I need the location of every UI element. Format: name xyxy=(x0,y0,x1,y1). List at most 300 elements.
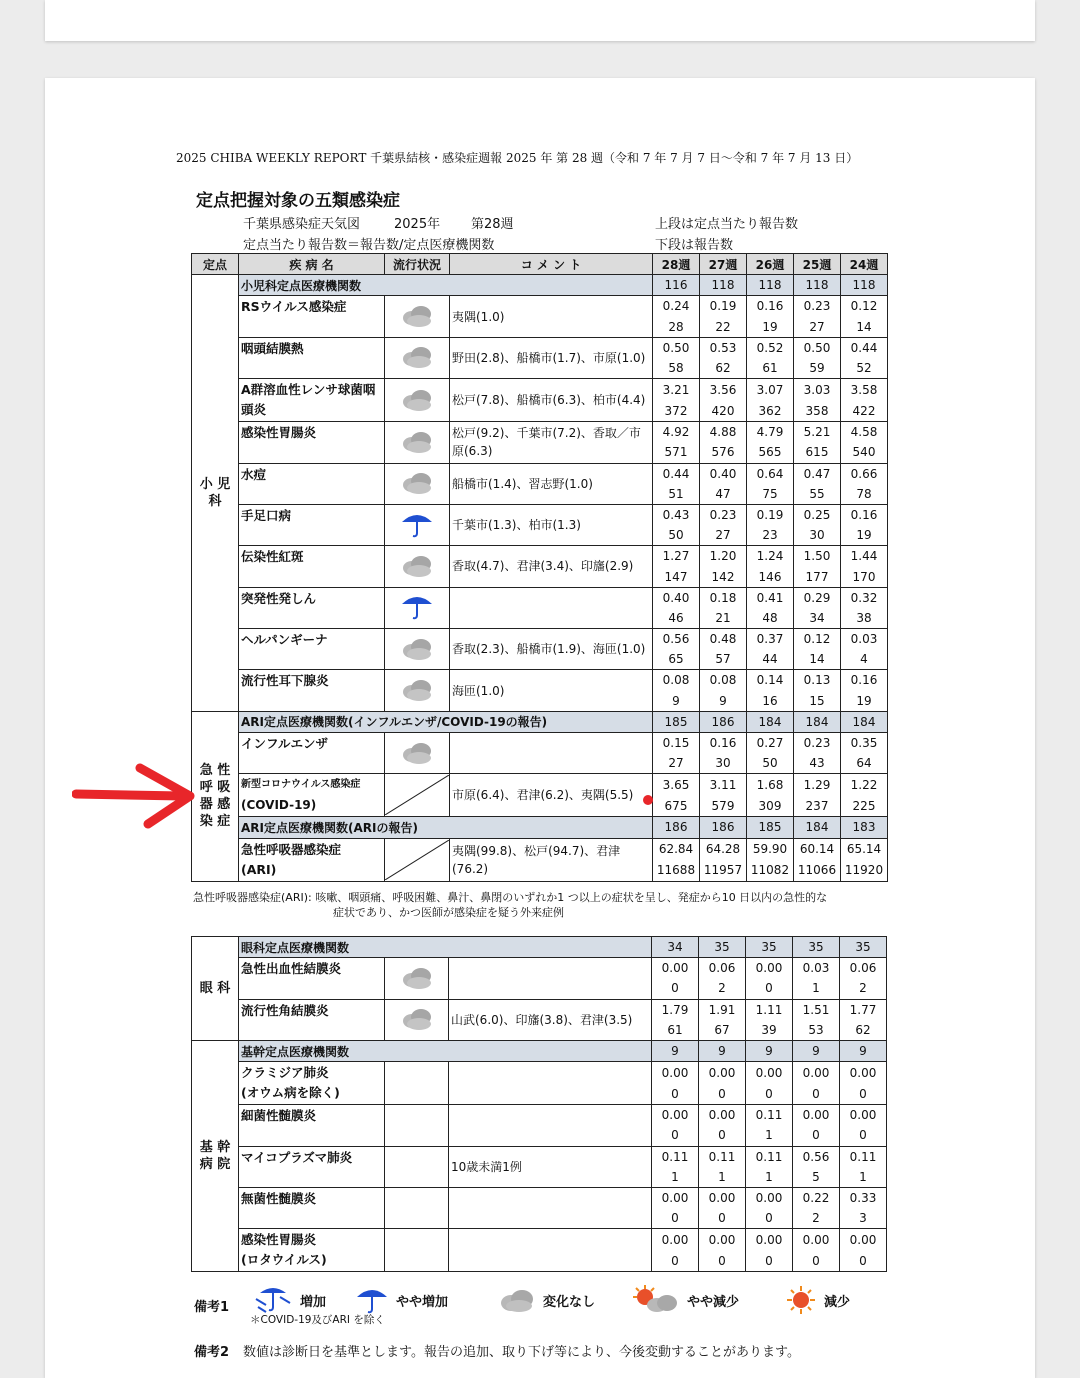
disease-row-upper xyxy=(192,1062,887,1084)
group-row xyxy=(192,937,887,958)
disease-name xyxy=(239,1105,385,1146)
per-sentinel-value: 0.06 xyxy=(840,958,887,979)
cloud-icon xyxy=(399,384,435,414)
disease-row-upper xyxy=(192,379,888,401)
report-count: 58 xyxy=(653,358,700,379)
report-count: 0 xyxy=(793,1125,840,1146)
report-count: 34 xyxy=(794,608,841,629)
status-cell xyxy=(385,1146,449,1187)
per-sentinel-value: 0.08 xyxy=(653,670,700,691)
per-sentinel-value: 0.00 xyxy=(746,1229,793,1251)
per-sentinel-value: 0.44 xyxy=(841,337,888,358)
red-arrow-annotation xyxy=(72,760,202,832)
group-row xyxy=(192,817,888,838)
report-count: 62 xyxy=(700,358,747,379)
per-sentinel-value: 0.19 xyxy=(700,296,747,317)
status-cell xyxy=(385,1062,449,1105)
disease-name xyxy=(239,1229,385,1272)
report-count: 19 xyxy=(747,317,794,338)
group-count: 118 xyxy=(747,275,794,296)
comment-cell xyxy=(450,587,653,628)
disease-row-upper xyxy=(192,732,888,753)
comment-cell: 夷隅(1.0) xyxy=(450,296,653,337)
report-count: 11688 xyxy=(653,860,700,882)
disease-name: 咽頭結膜熱 xyxy=(239,337,385,378)
per-sentinel-value: 0.16 xyxy=(747,296,794,317)
report-count: 65 xyxy=(653,649,700,670)
per-sentinel-value: 1.91 xyxy=(699,999,746,1020)
red-dot-annotation xyxy=(643,795,653,805)
status-cell xyxy=(385,958,449,999)
per-sentinel-value: 0.50 xyxy=(794,337,841,358)
disease-name-line: 急性呼吸器感染症 xyxy=(241,841,342,857)
legend-label: 備考1 xyxy=(194,1300,230,1315)
report-count: 0 xyxy=(746,1208,793,1229)
per-sentinel-value: 0.12 xyxy=(794,629,841,650)
slash-mark xyxy=(385,840,449,880)
report-count: 47 xyxy=(700,484,747,505)
week-label: 第28週 xyxy=(471,217,514,232)
remark2-label: 備考2 xyxy=(194,1345,230,1360)
group-count: 9 xyxy=(793,1040,840,1061)
report-count: 19 xyxy=(841,525,888,546)
report-count: 21 xyxy=(700,608,747,629)
per-sentinel-value: 1.11 xyxy=(746,999,793,1020)
group-count: 118 xyxy=(700,275,747,296)
disease-row-upper xyxy=(192,999,887,1020)
comment-cell: 野田(2.8)、船橋市(1.7)、市原(1.0) xyxy=(450,337,653,378)
report-count: 675 xyxy=(653,795,700,817)
report-count: 44 xyxy=(747,649,794,670)
group-count: 35 xyxy=(746,937,793,958)
group-count: 118 xyxy=(841,275,888,296)
report-count: 27 xyxy=(794,317,841,338)
per-sentinel-value: 0.11 xyxy=(699,1146,746,1167)
per-sentinel-value: 0.33 xyxy=(840,1187,887,1208)
per-sentinel-value: 3.65 xyxy=(653,774,700,796)
status-cell xyxy=(385,1229,449,1272)
section-label-core: 基 幹 病 院 xyxy=(192,1040,239,1271)
report-count: 39 xyxy=(746,1020,793,1041)
disease-name xyxy=(239,1187,385,1228)
disease-name: 手足口病 xyxy=(239,504,385,545)
report-count: 1 xyxy=(840,1167,887,1188)
report-count: 146 xyxy=(747,566,794,587)
disease-row-upper xyxy=(192,296,888,317)
report-count: 1 xyxy=(699,1167,746,1188)
disease-row-upper xyxy=(192,838,888,860)
per-sentinel-value: 0.11 xyxy=(652,1146,699,1167)
report-count: 75 xyxy=(747,484,794,505)
per-sentinel-value: 0.16 xyxy=(841,504,888,525)
per-sentinel-value: 1.50 xyxy=(794,546,841,567)
status-cell xyxy=(385,504,450,545)
group-count: 184 xyxy=(841,711,888,732)
per-sentinel-value: 1.51 xyxy=(793,999,840,1020)
disease-name xyxy=(239,1062,385,1105)
disease-name-line: 無菌性髄膜炎 xyxy=(241,1190,317,1206)
per-sentinel-value: 0.00 xyxy=(793,1062,840,1084)
cloud-icon xyxy=(399,633,435,663)
report-count: 0 xyxy=(699,1125,746,1146)
per-sentinel-value: 0.40 xyxy=(700,463,747,484)
header-disease: 疾 病 名 xyxy=(239,254,385,275)
report-count: 2 xyxy=(840,978,887,999)
comment-cell: 千葉市(1.3)、柏市(1.3) xyxy=(450,504,653,545)
disease-row-upper xyxy=(192,1146,887,1167)
per-sentinel-value: 0.53 xyxy=(700,337,747,358)
lower-note: 下段は報告数 xyxy=(655,238,734,253)
cloud-icon xyxy=(399,737,435,767)
report-count: 0 xyxy=(840,1083,887,1105)
report-count: 177 xyxy=(794,566,841,587)
report-count: 1 xyxy=(793,978,840,999)
group-count: 9 xyxy=(699,1040,746,1061)
report-count: 67 xyxy=(699,1020,746,1041)
comment-cell: 10歳未満1例 xyxy=(449,1146,652,1187)
group-count: 185 xyxy=(747,817,794,838)
cloud-icon xyxy=(399,341,435,371)
report-count: 0 xyxy=(746,1083,793,1105)
group-label: 基幹定点医療機関数 xyxy=(239,1040,652,1061)
per-sentinel-value: 0.32 xyxy=(841,587,888,608)
report-count: 571 xyxy=(653,442,700,463)
per-sentinel-value: 0.23 xyxy=(700,504,747,525)
report-count: 30 xyxy=(794,525,841,546)
per-sentinel-value: 0.00 xyxy=(652,1105,699,1126)
legend-no-change-label: 変化なし xyxy=(543,1294,596,1310)
report-count: 43 xyxy=(794,753,841,774)
disease-name: 急性出血性結膜炎 xyxy=(239,958,385,999)
per-sentinel-value: 0.37 xyxy=(747,629,794,650)
disease-name-line: 感染性胃腸炎 xyxy=(241,1232,317,1248)
ari-note-line1: 急性呼吸器感染症(ARI): 咳嗽、咽頭痛、呼吸困難、鼻汁、鼻閉のいずれか1 つ以上の症状を呈し、発症から10 日以内の急性的な xyxy=(193,891,828,904)
comment-cell xyxy=(449,1062,652,1105)
legend-slight-increase xyxy=(354,1285,448,1315)
report-count: 53 xyxy=(793,1020,840,1041)
disease-row-upper xyxy=(192,422,888,443)
comment-cell xyxy=(450,732,653,773)
report-count: 23 xyxy=(747,525,794,546)
group-count: 184 xyxy=(794,817,841,838)
group-count: 9 xyxy=(746,1040,793,1061)
disease-name-line: 新型コロナウイルス感染症 xyxy=(241,779,361,791)
report-count: 422 xyxy=(841,400,888,422)
group-count: 183 xyxy=(841,817,888,838)
per-sentinel-value: 0.11 xyxy=(746,1146,793,1167)
report-count: 9 xyxy=(653,691,700,712)
report-count: 22 xyxy=(700,317,747,338)
report-count: 358 xyxy=(794,400,841,422)
report-count: 362 xyxy=(747,400,794,422)
per-sentinel-value: 1.24 xyxy=(747,546,794,567)
report-count: 48 xyxy=(747,608,794,629)
disease-name: 突発性発しん xyxy=(239,587,385,628)
status-cell xyxy=(385,1105,449,1146)
comment-cell: 香取(2.3)、船橋市(1.9)、海匝(1.0) xyxy=(450,629,653,670)
report-count: 59 xyxy=(794,358,841,379)
comment-cell xyxy=(449,958,652,999)
status-cell xyxy=(385,379,450,422)
legend-slight-increase-label: やや増加 xyxy=(396,1294,449,1310)
report-count: 1 xyxy=(746,1167,793,1188)
report-count: 64 xyxy=(841,753,888,774)
disease-name: 感染性胃腸炎 xyxy=(239,422,385,463)
comment-cell xyxy=(449,1105,652,1146)
disease-name-line: (オウム病を除く) xyxy=(241,1085,340,1101)
report-count: 0 xyxy=(699,1208,746,1229)
disease-name-line: 細菌性髄膜炎 xyxy=(241,1108,317,1124)
legend-slight-decrease-label: やや減少 xyxy=(687,1294,740,1310)
group-count: 35 xyxy=(840,937,887,958)
report-count: 11957 xyxy=(700,860,747,882)
per-sentinel-value: 1.27 xyxy=(653,546,700,567)
comment-cell: 船橋市(1.4)、習志野(1.0) xyxy=(450,463,653,504)
report-count: 57 xyxy=(700,649,747,670)
per-sentinel-value: 0.00 xyxy=(699,1105,746,1126)
group-label: 眼科定点医療機関数 xyxy=(239,937,652,958)
disease-name: ヘルパンギーナ xyxy=(239,629,385,670)
report-count: 51 xyxy=(653,484,700,505)
group-count: 186 xyxy=(700,817,747,838)
disease-row-upper xyxy=(192,774,888,796)
per-sentinel-value: 0.35 xyxy=(841,732,888,753)
per-sentinel-value: 0.00 xyxy=(840,1229,887,1251)
per-sentinel-value: 0.03 xyxy=(841,629,888,650)
slash-mark xyxy=(385,775,449,815)
status-cell xyxy=(385,463,450,504)
cloud-icon xyxy=(497,1285,537,1315)
per-sentinel-value: 0.16 xyxy=(841,670,888,691)
status-cell xyxy=(385,732,450,773)
disease-name: 水痘 xyxy=(239,463,385,504)
weather-table xyxy=(191,253,888,882)
disease-name: 流行性耳下腺炎 xyxy=(239,670,385,711)
comment-cell xyxy=(449,1187,652,1228)
header-week: 27週 xyxy=(700,254,747,275)
group-count: 185 xyxy=(653,711,700,732)
comment-cell: 夷隅(99.8)、松戸(94.7)、君津(76.2) xyxy=(450,838,653,881)
umbrella-icon xyxy=(399,591,435,621)
per-sentinel-value: 1.44 xyxy=(841,546,888,567)
cloud-icon xyxy=(399,1003,435,1033)
per-sentinel-value: 1.79 xyxy=(652,999,699,1020)
report-header-line: 2025 CHIBA WEEKLY REPORT 千葉県結核・感染症週報 2025 年 第 28 週（令和 7 年 7 月 7 日～令和 7 年 7 月 13 日） xyxy=(176,151,859,165)
previous-page xyxy=(45,0,1035,41)
per-sentinel-value: 0.00 xyxy=(793,1105,840,1126)
ari-definition-note xyxy=(193,890,893,920)
report-count: 61 xyxy=(652,1020,699,1041)
group-count: 116 xyxy=(653,275,700,296)
report-count: 61 xyxy=(747,358,794,379)
per-sentinel-value: 62.84 xyxy=(653,838,700,860)
cloud-icon xyxy=(399,962,435,992)
cloud-icon xyxy=(399,300,435,330)
status-cell xyxy=(385,587,450,628)
header-teiten: 定点 xyxy=(192,254,239,275)
per-sentinel-value: 3.58 xyxy=(841,379,888,401)
slash-line xyxy=(385,775,449,815)
group-count: 9 xyxy=(840,1040,887,1061)
comment-cell: 山武(6.0)、印旛(3.8)、君津(3.5) xyxy=(449,999,652,1040)
per-sentinel-value: 60.14 xyxy=(794,838,841,860)
legend-increase-label: 増加 xyxy=(300,1294,327,1310)
report-count: 1 xyxy=(652,1167,699,1188)
disease-row-upper xyxy=(192,337,888,358)
status-cell xyxy=(385,999,449,1040)
report-count: 565 xyxy=(747,442,794,463)
per-sentinel-value: 0.19 xyxy=(747,504,794,525)
per-sentinel-value: 59.90 xyxy=(747,838,794,860)
per-sentinel-value: 0.00 xyxy=(652,958,699,979)
report-count: 372 xyxy=(653,400,700,422)
report-count: 0 xyxy=(793,1083,840,1105)
report-count: 27 xyxy=(653,753,700,774)
comment-cell: 市原(6.4)、君津(6.2)、夷隅(5.5) xyxy=(450,774,653,817)
per-sentinel-value: 3.03 xyxy=(794,379,841,401)
report-count: 225 xyxy=(841,795,888,817)
header-week: 24週 xyxy=(841,254,888,275)
per-sentinel-value: 0.43 xyxy=(653,504,700,525)
sun-icon xyxy=(784,1285,818,1315)
per-sentinel-value: 0.56 xyxy=(793,1146,840,1167)
report-count: 14 xyxy=(794,649,841,670)
header-week: 25週 xyxy=(794,254,841,275)
disease-name: 伝染性紅斑 xyxy=(239,546,385,587)
disease-row-upper xyxy=(192,546,888,567)
group-count: 118 xyxy=(794,275,841,296)
per-sentinel-value: 4.79 xyxy=(747,422,794,443)
year-label: 2025年 xyxy=(394,217,441,232)
per-sentinel-value: 0.48 xyxy=(700,629,747,650)
section-label-ophthalmology: 眼 科 xyxy=(192,937,239,1041)
comment-cell xyxy=(449,1229,652,1272)
group-count: 186 xyxy=(700,711,747,732)
per-sentinel-value: 0.11 xyxy=(840,1146,887,1167)
ari-note-line2: 症状であり、かつ医師が感染症を疑う外来症例 xyxy=(333,906,564,919)
comment-cell: 松戸(9.2)、千葉市(7.2)、香取／市原(6.3) xyxy=(450,422,653,463)
per-sentinel-value: 0.56 xyxy=(653,629,700,650)
per-sentinel-value: 0.44 xyxy=(653,463,700,484)
per-sentinel-value: 1.29 xyxy=(794,774,841,796)
disease-row-upper xyxy=(192,1105,887,1126)
per-sentinel-value: 64.28 xyxy=(700,838,747,860)
group-count: 186 xyxy=(653,817,700,838)
report-count: 579 xyxy=(700,795,747,817)
header-week: 28週 xyxy=(653,254,700,275)
per-sentinel-value: 0.24 xyxy=(653,296,700,317)
disease-name-line: クラミジア肺炎 xyxy=(241,1065,329,1081)
legend-increase xyxy=(252,1285,326,1315)
disease-row-upper xyxy=(192,463,888,484)
section-label-ari: 急 性 呼 吸 器 感 染 症 xyxy=(192,711,239,881)
report-count: 0 xyxy=(746,1250,793,1272)
table-header-row xyxy=(192,254,888,275)
per-sentinel-value: 0.16 xyxy=(700,732,747,753)
report-count: 16 xyxy=(747,691,794,712)
slash-line xyxy=(385,840,449,880)
group-label: ARI定点医療機関数(ARIの報告) xyxy=(239,817,653,838)
report-count: 15 xyxy=(794,691,841,712)
report-count: 4 xyxy=(841,649,888,670)
group-row xyxy=(192,275,888,296)
per-sentinel-value: 1.20 xyxy=(700,546,747,567)
status-cell xyxy=(385,546,450,587)
disease-row-upper xyxy=(192,504,888,525)
disease-name xyxy=(239,838,385,881)
report-count: 11066 xyxy=(794,860,841,882)
legend-decrease-label: 減少 xyxy=(824,1294,851,1310)
per-sentinel-value: 0.27 xyxy=(747,732,794,753)
report-count: 50 xyxy=(653,525,700,546)
per-sentinel-value: 0.41 xyxy=(747,587,794,608)
legend-footnote: ＊COVID-19及びARI を除く xyxy=(250,1314,385,1326)
report-count: 50 xyxy=(747,753,794,774)
disease-row-upper xyxy=(192,958,887,979)
report-count: 142 xyxy=(700,566,747,587)
report-count: 2 xyxy=(793,1208,840,1229)
disease-row-upper xyxy=(192,1229,887,1251)
per-sentinel-value: 4.58 xyxy=(841,422,888,443)
group-count: 9 xyxy=(652,1040,699,1061)
group-row xyxy=(192,711,888,732)
per-sentinel-value: 0.00 xyxy=(840,1062,887,1084)
comment-cell: 香取(4.7)、君津(3.4)、印旛(2.9) xyxy=(450,546,653,587)
per-sentinel-value: 4.88 xyxy=(700,422,747,443)
report-count: 309 xyxy=(747,795,794,817)
group-count: 34 xyxy=(652,937,699,958)
legend xyxy=(194,1285,894,1325)
group-row xyxy=(192,1040,887,1061)
per-sentinel-value: 1.77 xyxy=(840,999,887,1020)
report-count: 46 xyxy=(653,608,700,629)
report-count: 19 xyxy=(841,691,888,712)
disease-name: A群溶血性レンサ球菌咽頭炎 xyxy=(239,379,385,422)
per-sentinel-value: 3.07 xyxy=(747,379,794,401)
disease-name-line: (ARI) xyxy=(241,861,277,877)
group-count: 35 xyxy=(793,937,840,958)
cloud-icon xyxy=(399,467,435,497)
status-cell xyxy=(385,1187,449,1228)
report-count: 14 xyxy=(841,317,888,338)
per-sentinel-value: 0.22 xyxy=(793,1187,840,1208)
status-cell xyxy=(385,629,450,670)
disease-name-line: マイコプラズマ肺炎 xyxy=(241,1149,353,1165)
per-sentinel-value: 0.00 xyxy=(699,1187,746,1208)
sun-cloud-icon xyxy=(631,1285,681,1315)
per-sentinel-value: 1.22 xyxy=(841,774,888,796)
umbrella-icon xyxy=(399,509,435,539)
report-count: 9 xyxy=(700,691,747,712)
ophthalmology-table xyxy=(191,936,887,1272)
group-count: 184 xyxy=(794,711,841,732)
report-count: 0 xyxy=(793,1250,840,1272)
disease-name-line: (ロタウイルス) xyxy=(241,1252,327,1268)
per-sentinel-value: 0.40 xyxy=(653,587,700,608)
report-count: 27 xyxy=(700,525,747,546)
formula-note: 定点当たり報告数＝報告数/定点医療機関数 xyxy=(243,238,495,253)
per-sentinel-value: 0.52 xyxy=(747,337,794,358)
report-count: 2 xyxy=(699,978,746,999)
report-count: 5 xyxy=(793,1167,840,1188)
legend-decrease xyxy=(784,1285,850,1315)
per-sentinel-value: 0.64 xyxy=(747,463,794,484)
report-count: 55 xyxy=(794,484,841,505)
report-count: 11920 xyxy=(841,860,888,882)
group-count: 184 xyxy=(747,711,794,732)
per-sentinel-value: 0.00 xyxy=(699,1062,746,1084)
per-sentinel-value: 0.66 xyxy=(841,463,888,484)
